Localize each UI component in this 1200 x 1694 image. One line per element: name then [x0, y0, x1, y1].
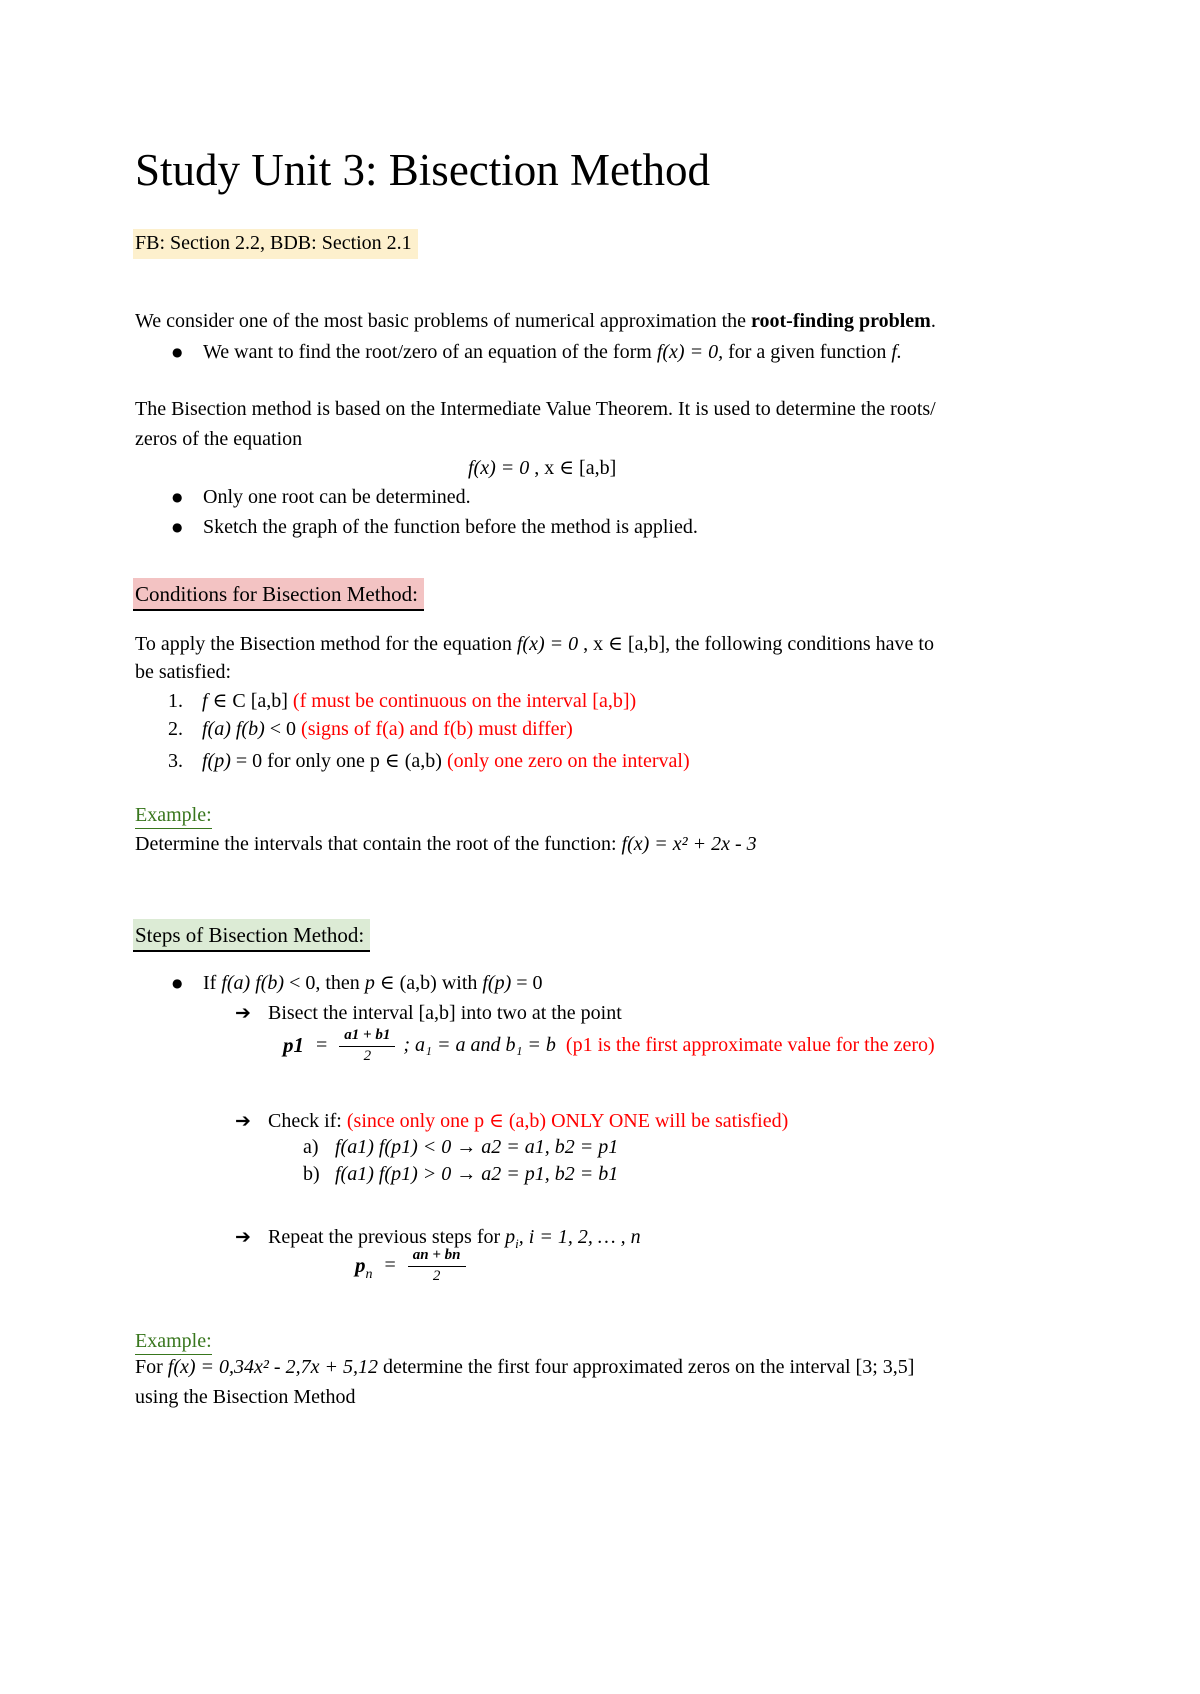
- example-2-label-row: [135, 1330, 212, 1355]
- math-expression: f(x) = 0: [516, 633, 579, 655]
- case-label: b): [303, 1163, 320, 1185]
- bullet-icon: ●: [172, 976, 183, 990]
- item-number: 2.: [168, 718, 183, 740]
- text-segment: ∈ (a,b) with: [374, 972, 483, 994]
- text-segment: Determine the intervals that contain the root of the function:: [135, 833, 622, 855]
- section-steps-heading: [133, 919, 370, 952]
- math-lhs: p: [355, 1253, 366, 1278]
- math-expression: ; a₁ = a and b₁ = b: [403, 1034, 556, 1057]
- text-segment: determine the first four approximated zeros on the interval [3; 3,5]: [377, 1356, 915, 1378]
- text-segment: If: [203, 972, 222, 994]
- arrow-icon: ➔: [235, 1110, 251, 1132]
- fraction-denominator: 2: [432, 1267, 441, 1284]
- case-b-row: [303, 1163, 618, 1186]
- text-segment: = 0: [511, 972, 543, 994]
- condition-item-1: [168, 688, 636, 713]
- intro-line: [135, 310, 936, 333]
- math-expression: f(x) = 0,34x² - 2,7x + 5,12: [167, 1356, 378, 1378]
- source-reference-text: FB: Section 2.2, BDB: Section 2.1: [133, 229, 418, 259]
- bullet-icon: ●: [172, 345, 183, 359]
- source-reference: [133, 229, 418, 259]
- text-segment: Bisect the interval [a,b] into two at the point: [268, 1002, 622, 1024]
- math-expression: , i = 1, 2, … , n: [518, 1226, 641, 1248]
- equation-p1: [283, 1026, 935, 1066]
- example-2-line-2: using the Bisection Method: [135, 1386, 356, 1408]
- text-segment: < 0, then: [284, 972, 365, 994]
- bullet-icon: ●: [172, 520, 183, 534]
- equation-pn: [355, 1246, 466, 1286]
- text-segment: = 0 for only one p ∈ (a,b): [230, 750, 447, 772]
- check-note: (since only one p ∈ (a,b) ONLY ONE will be satisfied): [346, 1110, 789, 1132]
- math-expression: f(a1) f(p1) < 0 → a2 = a1, b2 = p1: [335, 1136, 619, 1158]
- example-1-line: [135, 833, 757, 856]
- item-number: 3.: [168, 750, 183, 772]
- text-segment: < 0: [264, 718, 302, 740]
- root-finding-term: root-finding problem: [751, 310, 931, 332]
- condition-item-2: [168, 718, 573, 741]
- theorem-equation: [468, 455, 616, 480]
- theorem-line-1: The Bisection method is based on the Intermediate Value Theorem. It is used to determine the roots/: [135, 398, 936, 420]
- math-expression: f(p): [202, 750, 231, 772]
- arrow-icon: ➔: [235, 1002, 251, 1024]
- fraction-numerator: a1 + b1: [339, 1026, 395, 1047]
- example-label: Example:: [135, 804, 212, 829]
- fraction-denominator: 2: [363, 1047, 372, 1064]
- text-segment: Repeat the previous steps for: [268, 1226, 506, 1248]
- math-expression: f: [202, 690, 208, 712]
- heading-text: Conditions for Bisection Method:: [133, 578, 424, 611]
- condition-note: (f must be continuous on the interval [a,b]): [292, 690, 637, 712]
- condition-note: (only one zero on the interval): [446, 750, 690, 772]
- theorem-bullet-2: [172, 516, 698, 539]
- steps-bullet: [172, 970, 543, 995]
- math-expression: p: [364, 972, 375, 994]
- equals-sign: =: [316, 1034, 328, 1057]
- heading-text: Steps of Bisection Method:: [133, 919, 370, 952]
- text-segment: .: [930, 310, 936, 332]
- intro-bullet: [172, 341, 902, 364]
- conditions-intro-line-2: be satisfied:: [135, 661, 232, 683]
- section-conditions-heading: [133, 578, 424, 611]
- text-segment: , x ∈ [a,b]: [529, 457, 617, 479]
- text-segment: Only one root can be determined.: [203, 486, 471, 508]
- equals-sign: =: [384, 1254, 396, 1277]
- bullet-icon: ●: [172, 490, 183, 504]
- text-segment: ∈ C [a,b]: [207, 690, 293, 712]
- text-segment: Sketch the graph of the function before the method is applied.: [203, 516, 698, 538]
- step-arrow-bisect: [235, 1002, 622, 1025]
- fraction: [408, 1246, 466, 1286]
- text-segment: To apply the Bisection method for the equation: [135, 633, 517, 655]
- case-a-row: [303, 1136, 618, 1159]
- text-segment: We consider one of the most basic problems of numerical approximation the: [135, 310, 751, 332]
- math-variable: p: [505, 1226, 516, 1248]
- math-lhs: p1: [283, 1033, 304, 1058]
- example-label: Example:: [135, 1330, 212, 1355]
- example-1-label-row: [135, 804, 212, 829]
- math-expression: f(x) = 0: [468, 457, 530, 479]
- page-title: Study Unit 3: Bisection Method: [135, 145, 711, 195]
- fraction-numerator: an + bn: [408, 1246, 466, 1267]
- equation-note: (p1 is the first approximate value for the zero): [565, 1034, 935, 1057]
- math-expression: f(a1) f(p1) > 0 → a2 = p1, b2 = b1: [335, 1163, 619, 1185]
- math-expression: f.: [891, 341, 902, 363]
- text-segment: , x ∈ [a,b], the following conditions have to: [578, 633, 934, 655]
- case-label: a): [303, 1136, 319, 1158]
- text-segment: Check if:: [268, 1110, 347, 1132]
- text-segment: We want to find the root/zero of an equation of the form: [203, 341, 657, 363]
- arrow-icon: ➔: [235, 1226, 251, 1248]
- item-number: 1.: [168, 690, 183, 712]
- theorem-line-2: zeros of the equation: [135, 428, 303, 450]
- math-expression: f(x) = 0,: [656, 341, 724, 363]
- fraction: [339, 1026, 395, 1066]
- theorem-bullet-1: [172, 486, 471, 509]
- math-expression: f(x) = x² + 2x - 3: [621, 833, 757, 855]
- condition-note: (signs of f(a) and f(b) must differ): [301, 718, 573, 740]
- text-segment: For: [135, 1356, 168, 1378]
- math-subscript: i: [515, 1236, 519, 1251]
- text-segment: for a given function: [723, 341, 892, 363]
- conditions-intro-line-1: [135, 631, 934, 656]
- math-expression: f(a) f(b): [221, 972, 285, 994]
- math-expression: f(a) f(b): [202, 718, 265, 740]
- condition-item-3: [168, 748, 690, 773]
- step-arrow-check: [235, 1108, 788, 1133]
- math-subscript: n: [365, 1266, 373, 1282]
- math-expression: f(p): [482, 972, 512, 994]
- example-2-line-1: [135, 1356, 914, 1379]
